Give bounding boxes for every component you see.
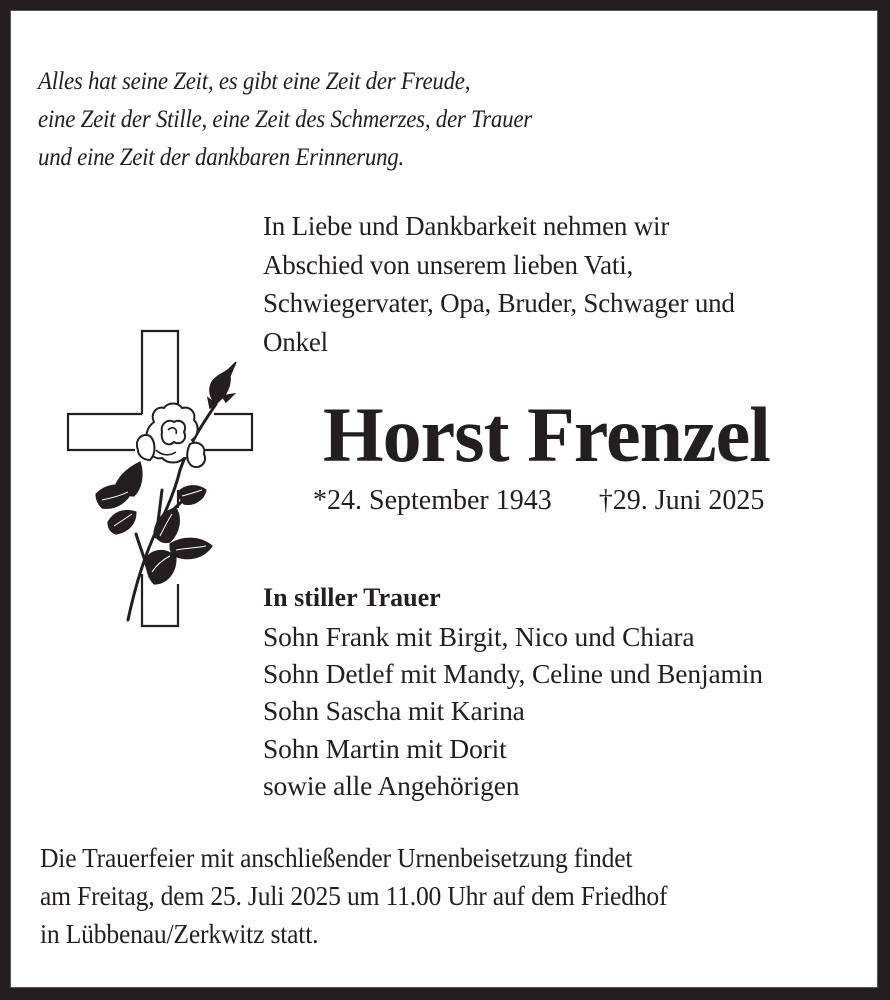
mourners-list	[263, 618, 763, 804]
life-dates	[313, 483, 764, 519]
motto-line: Alles hat seine Zeit, es gibt eine Zeit der Freude,	[38, 66, 471, 95]
service-line: Die Trauerfeier mit anschließender Urnenbeisetzung findet	[40, 842, 633, 873]
cross-with-rose-icon	[58, 322, 258, 632]
deceased-name: Horst Frenzel	[323, 391, 770, 478]
intro-line: In Liebe und Dankbarkeit nehmen wir	[263, 211, 670, 241]
intro-line: Schwiegervater, Opa, Bruder, Schwager und	[263, 288, 735, 318]
obituary-card	[10, 10, 878, 988]
mourner-entry: Sohn Sascha mit Karina	[263, 695, 525, 727]
motto-verse	[38, 62, 532, 176]
mourner-entry: Sohn Martin mit Dorit	[263, 732, 507, 764]
birth-date: *24. September 1943	[313, 485, 552, 516]
motto-line: und eine Zeit der dankbaren Erinnerung.	[38, 142, 404, 171]
motto-line: eine Zeit der Stille, eine Zeit des Schmerzes, der Trauer	[38, 104, 532, 133]
mourner-entry: Sohn Frank mit Birgit, Nico und Chiara	[263, 621, 695, 652]
intro-text	[263, 207, 735, 361]
service-line: am Freitag, dem 25. Juli 2025 um 11.00 Uhr auf dem Friedhof	[40, 880, 668, 911]
intro-line: Onkel	[263, 326, 328, 357]
mourner-entry: Sohn Detlef mit Mandy, Celine und Benjamin	[263, 658, 763, 690]
service-line: in Lübbenau/Zerkwitz statt.	[40, 918, 319, 949]
mourning-heading: In stiller Trauer	[263, 583, 441, 612]
mourner-entry: sowie alle Angehörigen	[263, 769, 520, 801]
funeral-service-info	[40, 839, 667, 953]
death-date: †29. Juni 2025	[598, 485, 765, 516]
intro-line: Abschied von unserem lieben Vati,	[263, 249, 634, 280]
